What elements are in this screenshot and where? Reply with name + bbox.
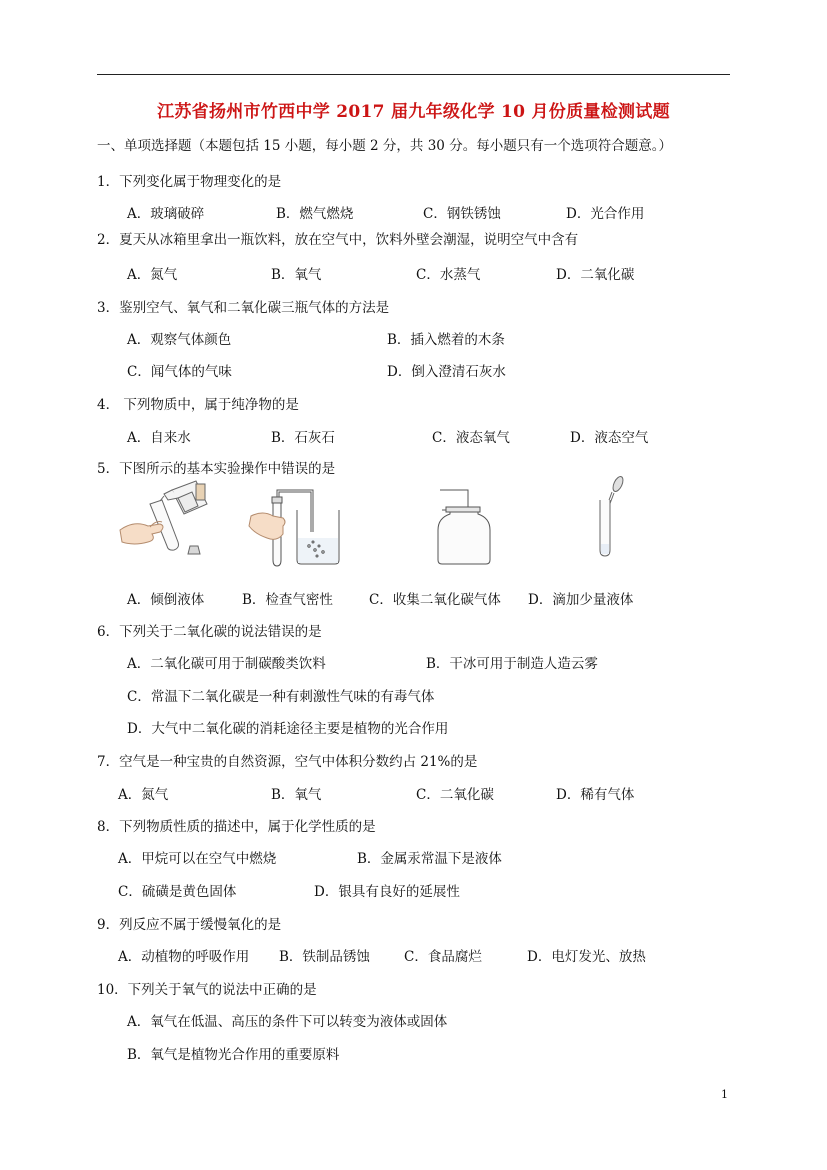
option: A．氮气: [127, 267, 178, 283]
option: D．滴加少量液体: [528, 592, 634, 608]
question-stem: 1．下列变化属于物理变化的是: [97, 174, 282, 190]
page-number: 1: [721, 1088, 728, 1101]
option: D．银具有良好的延展性: [314, 884, 460, 900]
option: C．硫磺是黄色固体: [118, 884, 237, 900]
option: B．氧气是植物光合作用的重要原料: [127, 1047, 340, 1063]
option: A．观察气体颜色: [127, 332, 232, 348]
dropper-test-tube-figure: [590, 474, 640, 560]
option: A．甲烷可以在空气中燃烧: [118, 851, 277, 867]
option: C．钢铁锈蚀: [423, 206, 501, 222]
option: B．干冰可用于制造人造云雾: [426, 656, 598, 672]
option: B．铁制品锈蚀: [279, 949, 370, 965]
option: C．收集二氧化碳气体: [369, 592, 501, 608]
option: D．液态空气: [570, 430, 649, 446]
option: C．二氧化碳: [416, 787, 494, 803]
section-heading: 一、单项选择题（本题包括 15 小题，每小题 2 分，共 30 分。每小题只有一个选项符合题意。）: [97, 138, 672, 154]
gas-collecting-bottle-figure: [428, 488, 498, 568]
option: D．大气中二氧化碳的消耗途径主要是植物的光合作用: [127, 721, 449, 737]
airtightness-check-figure: [243, 486, 343, 570]
option: A．二氧化碳可用于制碳酸类饮料: [127, 656, 326, 672]
option: A．动植物的呼吸作用: [118, 949, 250, 965]
option: B．氧气: [271, 267, 322, 283]
option: A．自来水: [127, 430, 191, 446]
option: B．金属汞常温下是液体: [357, 851, 502, 867]
option: D．稀有气体: [556, 787, 635, 803]
question-stem: 4． 下列物质中，属于纯净物的是: [97, 397, 299, 413]
option: A．氮气: [118, 787, 169, 803]
question-stem: 10．下列关于氧气的说法中正确的是: [97, 982, 317, 998]
option: C．食品腐烂: [404, 949, 482, 965]
question-stem: 2．夏天从冰箱里拿出一瓶饮料，放在空气中，饮料外壁会潮湿，说明空气中含有: [97, 232, 579, 248]
option: A．玻璃破碎: [127, 206, 205, 222]
question-stem: 5．下图所示的基本实验操作中错误的是: [97, 461, 336, 477]
option: A．倾倒液体: [127, 592, 205, 608]
question-stem: 9．列反应不属于缓慢氧化的是: [97, 917, 282, 933]
option: D．倒入澄清石灰水: [387, 364, 506, 380]
option: B．检查气密性: [242, 592, 333, 608]
header-rule: [97, 74, 730, 75]
option: B．燃气燃烧: [276, 206, 354, 222]
option: C．常温下二氧化碳是一种有刺激性气味的有毒气体: [127, 689, 435, 705]
option: D．电灯发光、放热: [527, 949, 646, 965]
option: B．氧气: [271, 787, 322, 803]
option: C．水蒸气: [416, 267, 481, 283]
question-stem: 3．鉴别空气、氧气和二氧化碳三瓶气体的方法是: [97, 300, 390, 316]
option: C．液态氧气: [432, 430, 510, 446]
option: A．氧气在低温、高压的条件下可以转变为液体或固体: [127, 1014, 448, 1030]
page-title: 江苏省扬州市竹西中学 2017 届九年级化学 10 月份质量检测试题: [157, 102, 670, 122]
option: B．石灰石: [271, 430, 335, 446]
question-stem: 6．下列关于二氧化碳的说法错误的是: [97, 624, 322, 640]
option: D．光合作用: [566, 206, 645, 222]
question-stem: 7．空气是一种宝贵的自然资源，空气中体积分数约占 21%的是: [97, 754, 478, 770]
question-stem: 8．下列物质性质的描述中，属于化学性质的是: [97, 819, 376, 835]
option: D．二氧化碳: [556, 267, 635, 283]
pouring-liquid-figure: [112, 476, 212, 564]
option: B．插入燃着的木条: [387, 332, 505, 348]
option: C．闻气体的气味: [127, 364, 232, 380]
